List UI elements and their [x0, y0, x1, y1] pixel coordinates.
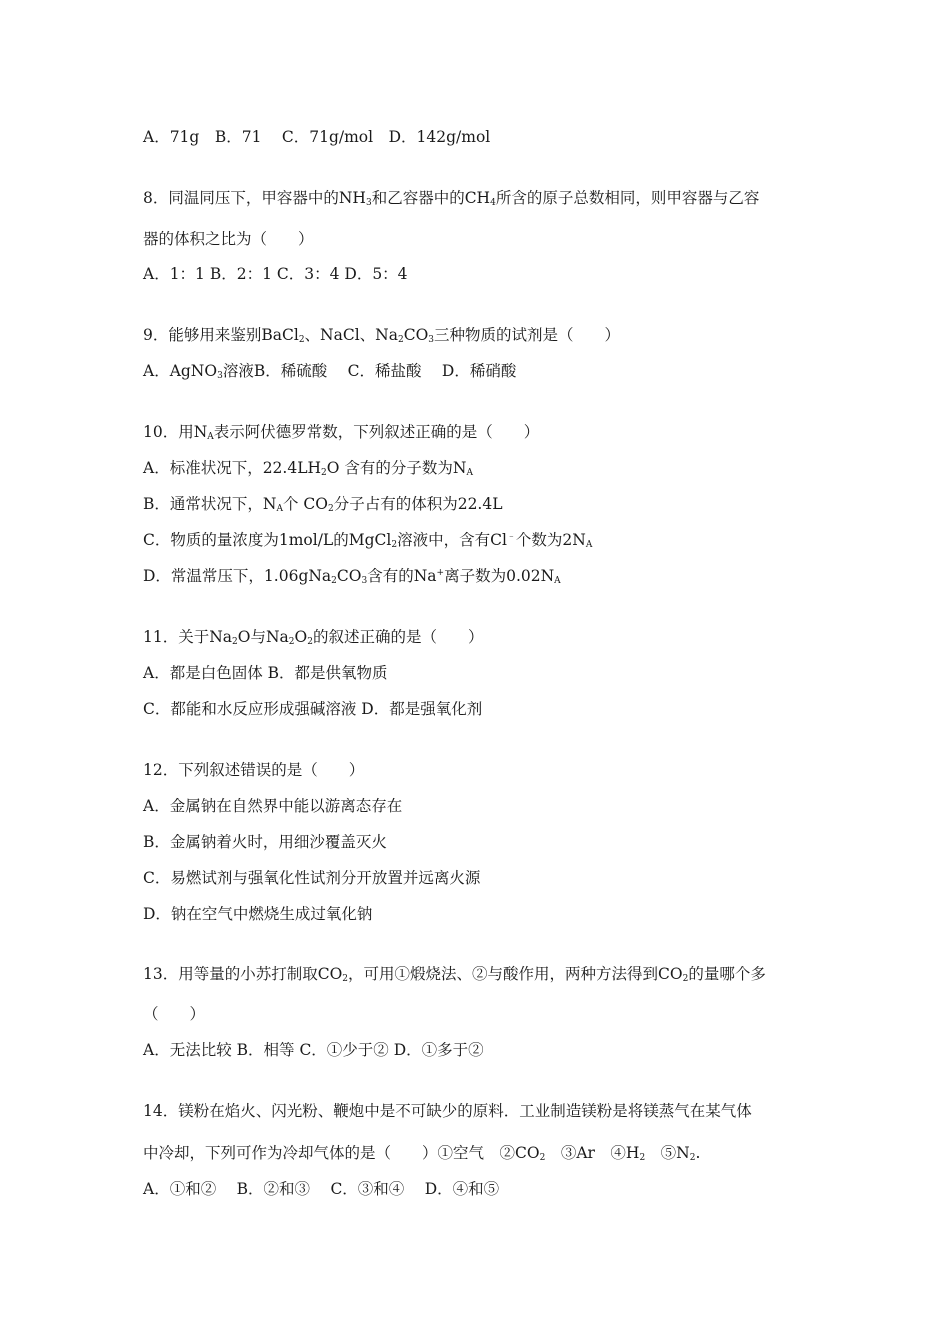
q14-stem: 14．镁粉在焰火、闪光粉、鞭炮中是不可缺少的原料．工业制造镁粉是将镁蒸气在某气体: [143, 1102, 752, 1120]
q14-options: A．①和② B．②和③ C．③和④ D．④和⑤: [143, 1180, 500, 1198]
q10-option-a: A．标准状况下，$22.4LH_2O$ 含有的分子数为$N_A$: [143, 459, 473, 478]
q10-stem: 10．用$N_A$表示阿伏德罗常数，下列叙述正确的是（ ）: [143, 423, 540, 442]
q12-stem: 12．下列叙述错误的是（ ）: [143, 761, 365, 779]
q11-options-ab: A．都是白色固体 B．都是供氧物质: [143, 664, 388, 682]
q14-stem-cont: 中冷却，下列可作为冷却气体的是（ ）①空气 $②CO_2$ ③Ar $④H_2$ $⑤N_2$.: [143, 1144, 701, 1163]
q9-stem: 9．能够用来鉴别BaCl$_2$、NaCl、$Na_2CO_3$三种物质的试剂是（ ）: [143, 326, 621, 345]
q11-stem: 11．关于$Na_2O$与$Na_2O_2$的叙述正确的是（ ）: [143, 628, 484, 647]
q11-options-cd: C．都能和水反应形成强碱溶液 D．都是强氧化剂: [143, 700, 483, 718]
q10-option-c: C．物质的量浓度为1mol/L的MgCl$_2$溶液中，含有Cl﹣个数为$2N_A$: [143, 531, 593, 550]
q9-options: A．AgNO$_3$溶液B．稀硫酸 C．稀盐酸 D．稀硝酸: [143, 362, 517, 381]
q8-options: A．1：1 B．2：1 C．3：4 D．5：4: [143, 265, 408, 283]
q8-stem: 8．同温同压下，甲容器中的$NH_3$和乙容器中的$CH_4$所含的原子总数相同，则甲容器与乙容: [143, 189, 760, 208]
q13-options: A．无法比较 B．相等 C．①少于② D．①多于②: [143, 1041, 484, 1059]
q12-option-a: A．金属钠在自然界中能以游离态存在: [143, 797, 403, 815]
q13-stem-cont: （ ）: [143, 1005, 206, 1023]
q10-option-d: D．常温常压下，$1.06gNa_2CO_3$含有的Na+离子数为$0.02N_A$: [143, 567, 561, 586]
q8-stem-cont: 器的体积之比为（ ）: [143, 230, 314, 248]
q7-options: A．71g B．71 C．71g/mol D．142g/mol: [143, 128, 491, 146]
q12-option-c: C．易燃试剂与强氧化性试剂分开放置并远离火源: [143, 869, 481, 887]
q12-option-b: B．金属钠着火时，用细沙覆盖灭火: [143, 833, 387, 851]
q12-option-d: D．钠在空气中燃烧生成过氧化钠: [143, 905, 373, 923]
q10-option-b: B．通常状况下，$N_A$个 $CO_2$分子占有的体积为22.4L: [143, 495, 503, 514]
q13-stem: 13．用等量的小苏打制取$CO_2$，可用①煅烧法、②与酸作用，两种方法得到$CO_2$的量哪个多: [143, 965, 766, 984]
